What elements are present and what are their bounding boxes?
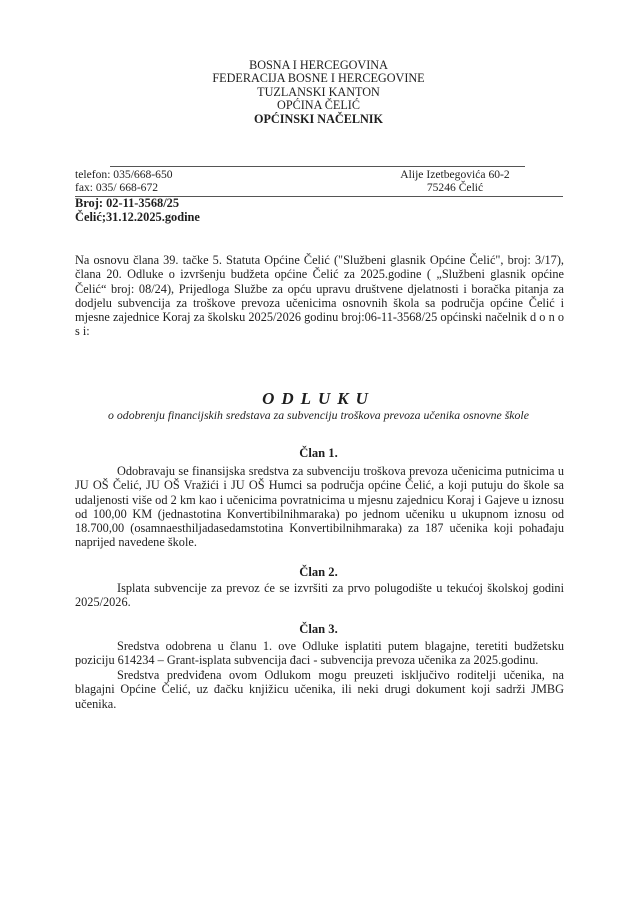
header-divider-top [110, 166, 525, 167]
article-3-paragraph-2: Sredstva predviđena ovom Odlukom mogu preuzeti isključivo roditelji učenika, na blagajni Općine Čelić, uz đačku knjižicu učenika, ili neki drugi dokument koji sadrži JMBG učenika. [75, 668, 564, 711]
article-2-heading: Član 2. [299, 565, 338, 579]
article-3-text-2 [75, 668, 564, 711]
address: Alije Izetbegovića 60-2 [400, 168, 510, 181]
letterhead-line: BOSNA I HERCEGOVINA [249, 58, 388, 72]
article-3-text-1 [75, 639, 564, 668]
office-title: OPĆINSKI NAČELNIK [253, 111, 383, 126]
article-3-heading: Član 3. [299, 622, 338, 636]
article-1-text [75, 464, 564, 550]
article-1-heading: Član 1. [299, 446, 338, 460]
preamble: Na osnovu člana 39. tačke 5. Statuta Općine Čelić ("Službeni glasnik Općine Čelić", broj: 3/17), člana 20. Odluke o izvršenju budžeta općine Čelić za 2025.godine ( „Službeni glasnik općine Čelić“ broj: 08/24), Prijedloga Službe za opću upravu društvene djelatnosti i boračka pitanja za dodjelu subvencija za troškove prevoza učenicima osnovnih škola sa područja općine Čelić i mjesne zajednice Koraj za školsku 2025/2026 godinu broj:06-11-3568/25 općinski načelnik d o n o s i: [75, 253, 564, 339]
letterhead-line: TUZLANSKI KANTON [257, 84, 380, 99]
decision-subtitle: o odobrenju financijskih sredstava za subvenciju troškova prevoza učenika osnovne škole [108, 408, 529, 422]
city: 75246 Čelić [426, 180, 484, 194]
letterhead-line: FEDERACIJA BOSNE I HERCEGOVINE [212, 71, 425, 86]
contact-right [380, 169, 530, 194]
fax-number: fax: 035/ 668-672 [75, 180, 159, 194]
letterhead-line: OPĆINA ČELIĆ [277, 98, 360, 113]
article-3-paragraph-1: Sredstva odobrena u članu 1. ove Odluke isplatiti putem blagajne, teretiti budžetsku poziciju 614234 – Grant-isplata subvencija đaci - subvencija prevoza učenika za 2025.godinu. [75, 639, 564, 668]
article-1-paragraph: Odobravaju se finansijska sredstva za subvenciju troškova prevoza učenicima putnicima u JU OŠ Čelić, JU OŠ Vražići i JU OŠ Humci sa područja općine Čelić, a koji putuju do škole sa udaljenosti više od 2 km kao i učenicima povratnicima u mjesnu zajednicu Koraj i Gajeve u iznosu od 100,00 KM (jednastotina Konvertibilnihmaraka) po jednom učeniku u ukupnom iznosu od 18.700,00 (osamnaesthiljadasedamstotina Konvertibilnihmaraka) za 187 učenika koji pohađaju naprijed navedene škole. [75, 464, 564, 550]
article-2-text [75, 581, 564, 610]
letterhead [0, 59, 637, 126]
phone-number: telefon: 035/668-650 [75, 168, 173, 181]
article-2-paragraph: Isplata subvencije za prevoz će se izvršiti za prvo polugodište u tekućoj školskoj godini 2025/2026. [75, 581, 564, 610]
reference-number: Broj: 02-11-3568/25 [75, 196, 180, 210]
place-date: Čelić;31.12.2025.godine [75, 209, 200, 224]
contact-left [75, 169, 173, 194]
reference-block [75, 197, 200, 224]
decision-title: ODLUKU [262, 389, 375, 408]
